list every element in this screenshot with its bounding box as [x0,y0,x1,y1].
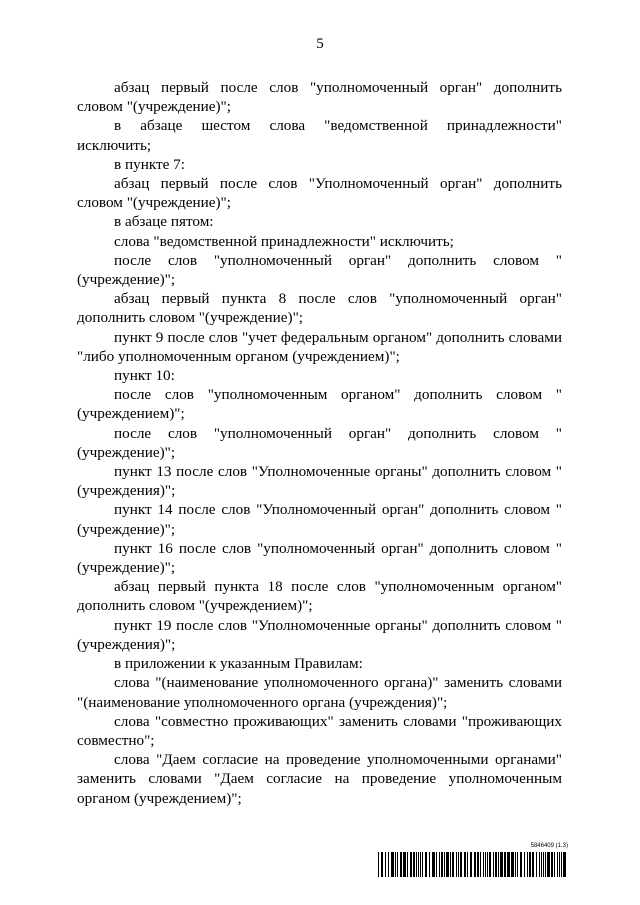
paragraph: абзац первый пункта 8 после слов "уполномоченный орган" дополнить словом "(учреждение)"; [77,290,562,327]
document-body [77,78,562,808]
paragraph: слова "ведомственной принадлежности" исключить; [114,232,454,250]
paragraph: слова "Даем согласие на проведение уполномоченными органами" заменить словами "Даем согласие на проведение уполномоченным органом (учреждением)"; [77,751,562,807]
barcode-caption: 5846409 (1.3) [530,843,568,849]
barcode-icon [378,852,570,877]
paragraph: в пункте 7: [114,155,185,173]
paragraph: после слов "уполномоченный орган" дополнить словом "(учреждение)"; [77,424,562,461]
paragraph: пункт 16 после слов "уполномоченный орган" дополнить словом "(учреждение)"; [77,539,562,577]
paragraph: пункт 14 после слов "Уполномоченный орган" дополнить словом "(учреждение)"; [77,501,562,538]
paragraph: пункт 9 после слов "учет федеральным органом" дополнить словами "либо уполномоченным органом (учреждением)"; [77,328,562,365]
paragraph: после слов "уполномоченным органом" дополнить словом "(учреждением)"; [77,386,562,423]
page-number: 5 [316,36,324,52]
paragraph: слова "(наименование уполномоченного органа)" заменить словами "(наименование уполномоченного органа (учреждения)"; [77,674,562,711]
paragraph: в абзаце пятом: [114,213,214,231]
paragraph: пункт 13 после слов "Уполномоченные органы" дополнить словом "(учреждения)"; [77,463,562,500]
paragraph: абзац первый после слов "уполномоченный орган" дополнить словом "(учреждение)"; [77,79,562,116]
document-barcode [378,843,570,879]
paragraph: пункт 19 после слов "Уполномоченные органы" дополнить словом "(учреждения)"; [77,616,562,653]
paragraph: пункт 10: [114,367,175,385]
paragraph: абзац первый после слов "Уполномоченный орган" дополнить словом "(учреждение)"; [77,175,562,212]
paragraph: в абзаце шестом слова "ведомственной принадлежности" исключить; [77,117,562,154]
paragraph: абзац первый пункта 18 после слов "уполномоченным органом" дополнить словом "(учреждением)"; [77,578,562,615]
paragraph: в приложении к указанным Правилам: [114,655,363,673]
paragraph: после слов "уполномоченный орган" дополнить словом "(учреждение)"; [77,251,562,289]
paragraph: слова "совместно проживающих" заменить словами "проживающих совместно"; [77,712,562,749]
